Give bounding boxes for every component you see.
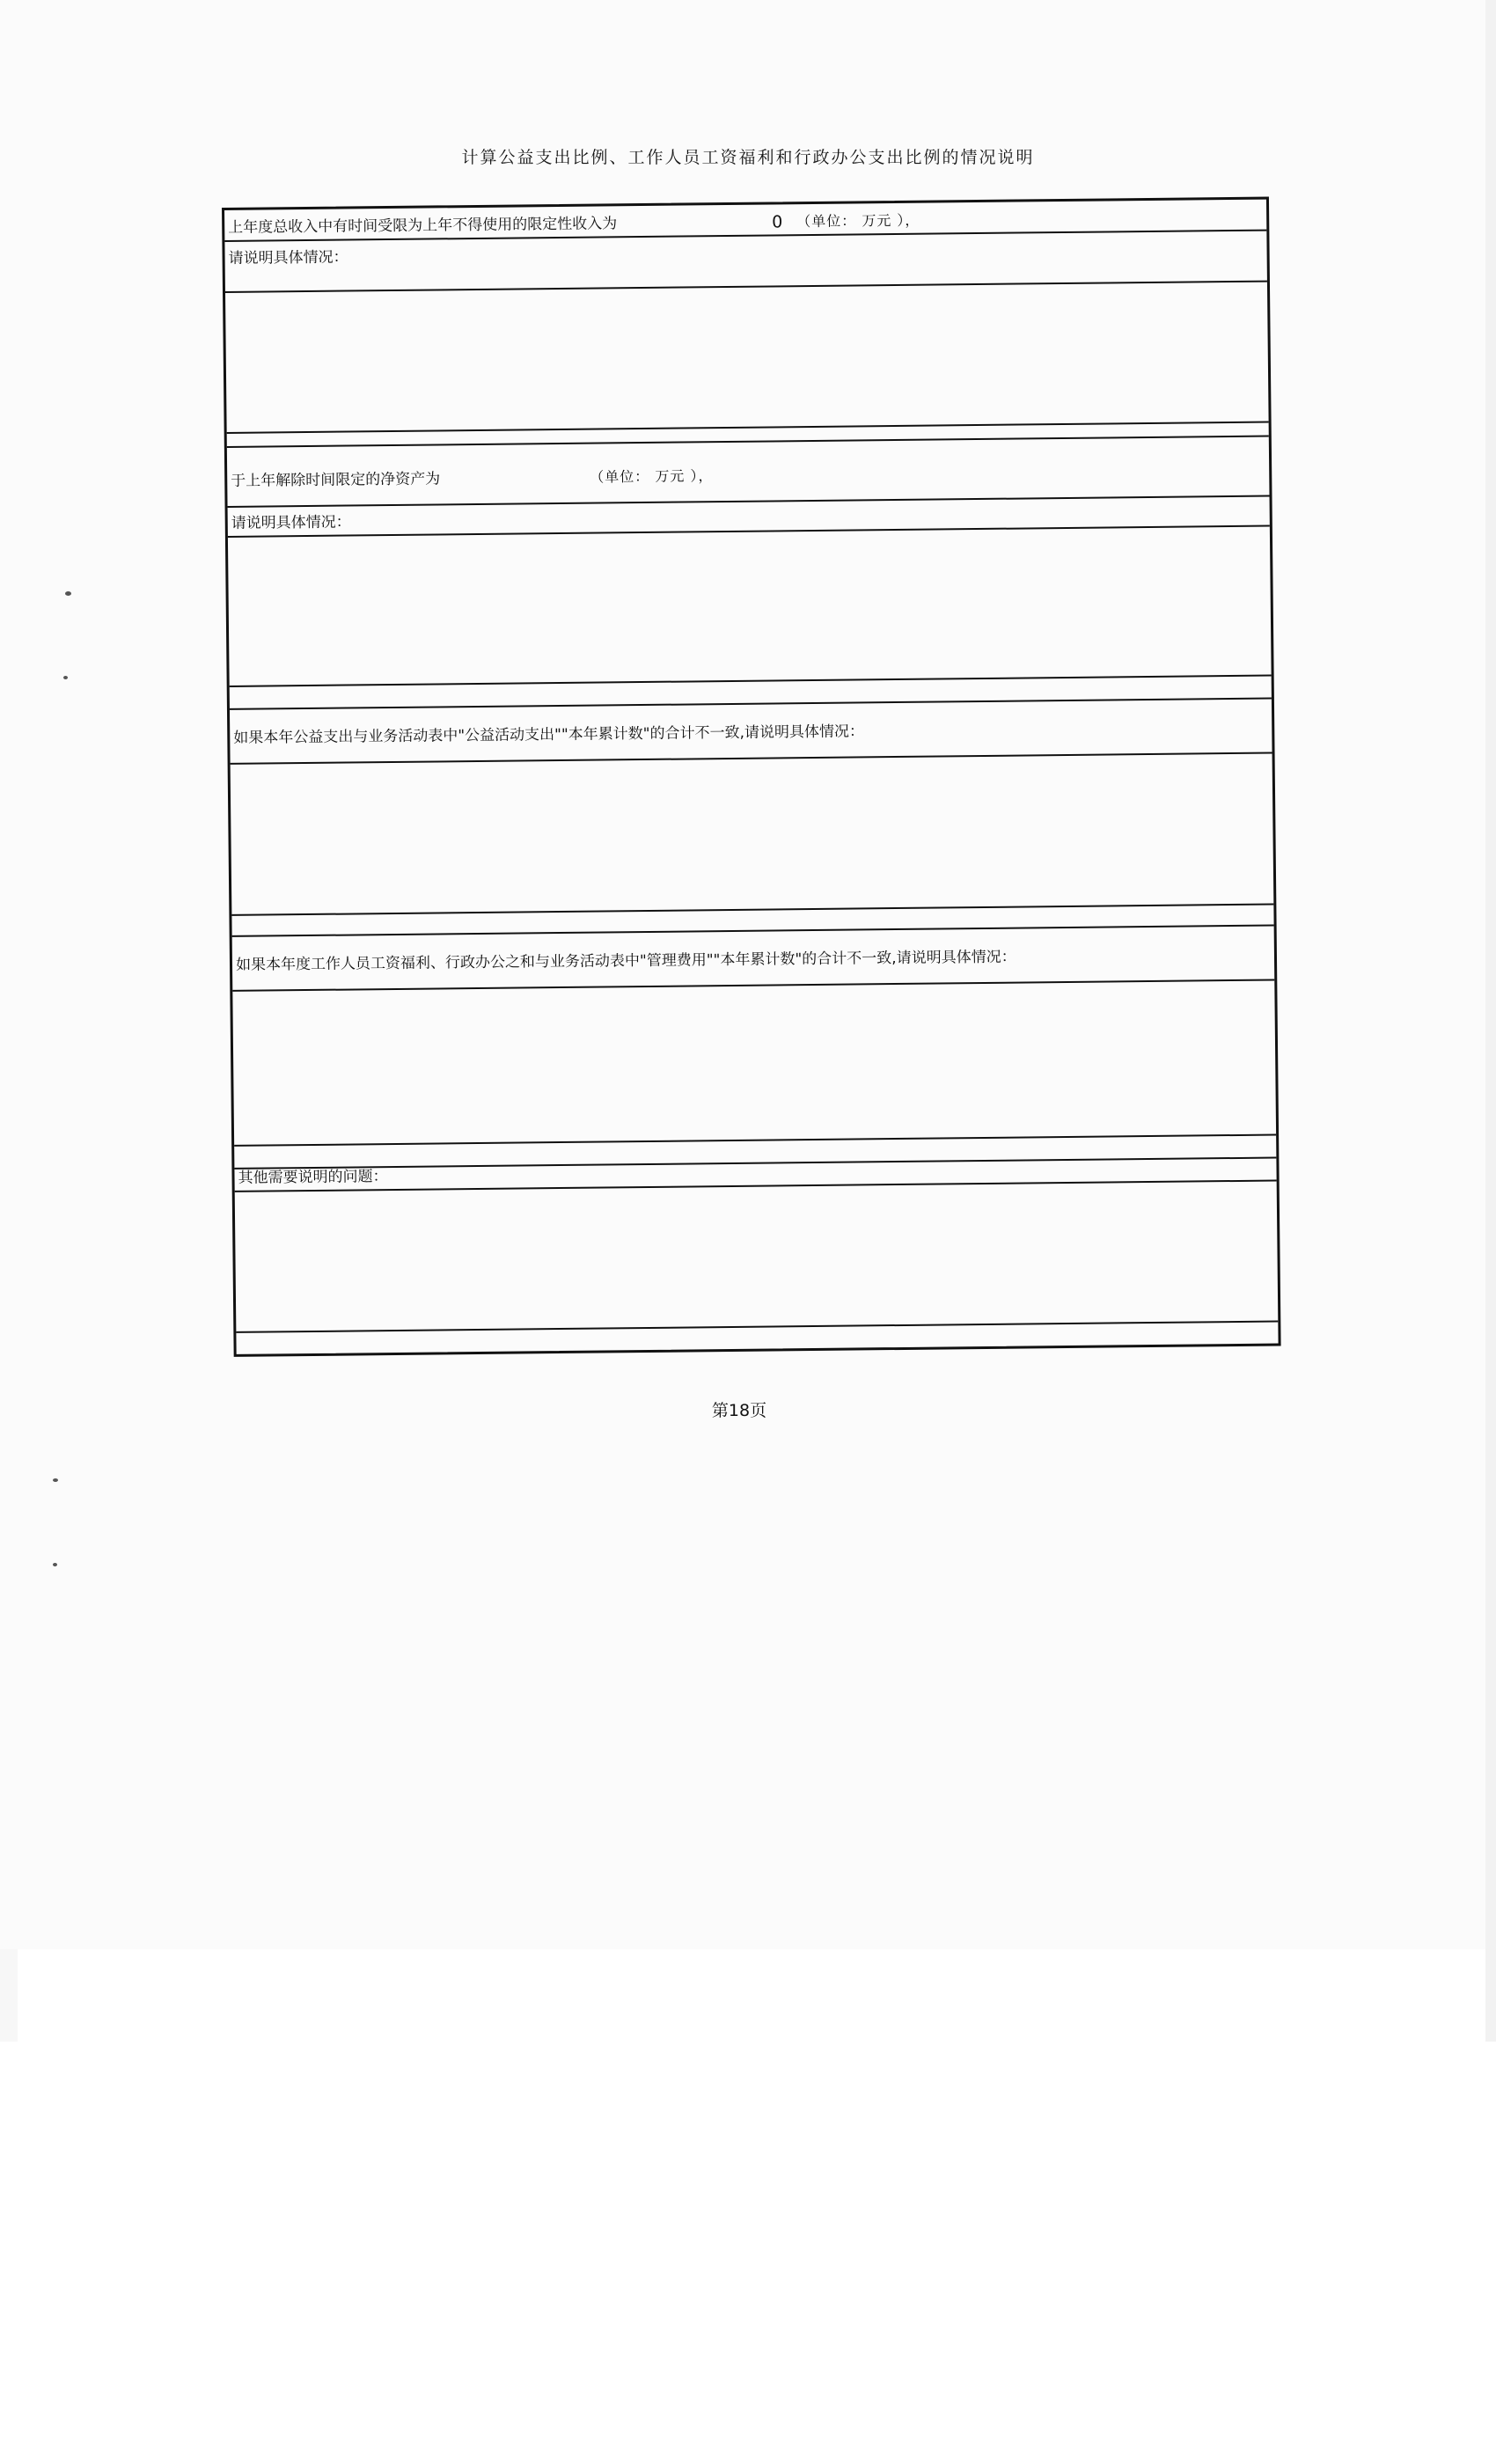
scan-speck (63, 676, 68, 679)
scan-speck (53, 1478, 58, 1482)
explanation-form (222, 197, 1281, 1357)
document-title: 计算公益支出比例、工作人员工资福利和行政办公支出比例的情况说明 (461, 148, 1035, 167)
other-issues-field[interactable] (235, 1182, 1279, 1333)
other-issues-label: 其他需要说明的问题： (238, 1168, 388, 1187)
restricted-income-amount[interactable]: 0 (772, 212, 783, 232)
released-assets-unit: （单位： 万元 ）， (590, 467, 714, 486)
page-number: 第18页 (711, 1401, 767, 1420)
released-assets-detail-label: 请说明具体情况： (231, 513, 351, 532)
restricted-income-label: 上年度总收入中有时间受限为上年不得使用的限定性收入为 (228, 215, 618, 237)
scan-speck (53, 1563, 57, 1566)
restricted-income-detail-field[interactable] (225, 282, 1269, 434)
released-assets-label: 于上年解除时间限定的净资产为 (231, 470, 441, 490)
scan-speck (65, 591, 71, 596)
admin-expense-mismatch-field[interactable] (232, 981, 1276, 1147)
public-welfare-mismatch-label: 如果本年公益支出与业务活动表中"公益活动支出""本年累计数"的合计不一致,请说明具体情况： (233, 722, 865, 747)
scan-edge (1485, 0, 1496, 2042)
public-welfare-mismatch-field[interactable] (231, 754, 1274, 916)
restricted-income-detail-label: 请说明具体情况： (228, 248, 348, 268)
released-assets-detail-field[interactable] (228, 527, 1272, 687)
restricted-income-unit: （单位： 万元 ）， (796, 211, 920, 231)
released-assets-row (227, 437, 1270, 508)
scan-edge-tail (0, 1949, 18, 2042)
admin-expense-mismatch-label: 如果本年度工作人员工资福利、行政办公之和与业务活动表中"管理费用""本年累计数"的合计不一致,请说明具体情况： (235, 948, 1016, 974)
